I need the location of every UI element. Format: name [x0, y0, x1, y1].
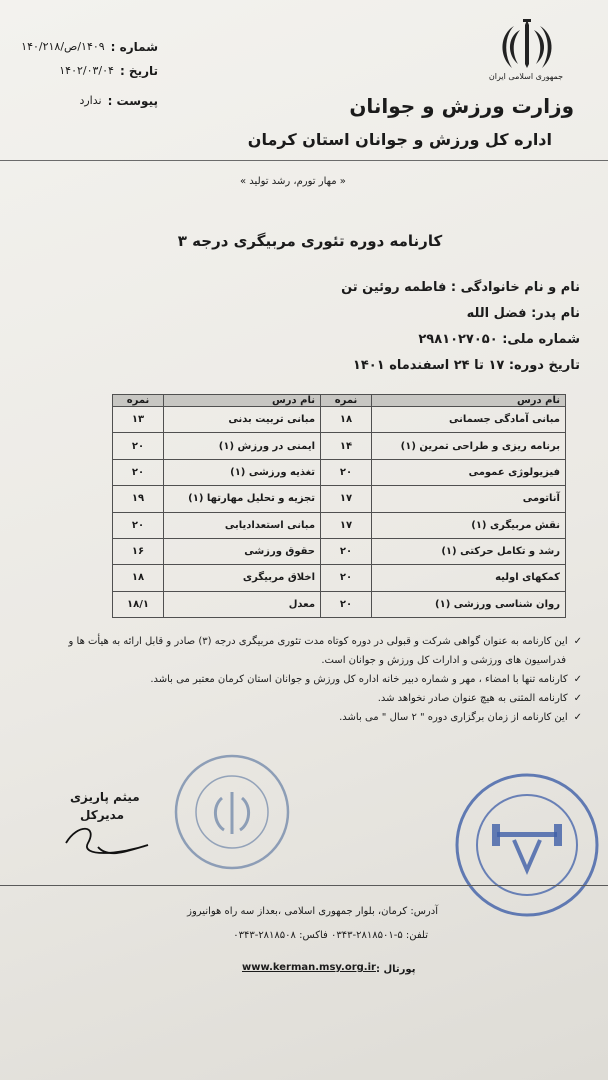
course-score: ۱۸ [321, 407, 372, 433]
year-motto: « مهار تورم، رشد تولید » [240, 176, 346, 187]
note-item: ✓ این کارنامه به عنوان گواهی شرکت و قبولی در دوره کوتاه مدت تئوری مربیگری درجه (۳) صادر و قابل ارائه به هیأت ها و [22, 632, 582, 651]
header-divider [0, 160, 608, 161]
course-name: کمکهای اولیه [372, 565, 566, 591]
course-name: تغذیه ورزشی (۱) [164, 459, 321, 485]
course-score: ۲۰ [113, 433, 164, 459]
course-name: فیزیولوژی عمومی [372, 459, 566, 485]
course-name: اخلاق مربیگری [164, 565, 321, 591]
note-item: ✓ کارنامه تنها با امضاء ، مهر و شماره دبیر خانه اداره کل ورزش و جوانان استان کرمان معتبر می باشد. [22, 670, 582, 689]
table-row [113, 538, 566, 564]
course-score: ۲۰ [321, 591, 372, 617]
course-dates: تاریخ دوره: ۱۷ تا ۲۴ اسفندماه ۱۴۰۱ [352, 358, 580, 373]
course-score: ۱۳ [113, 407, 164, 433]
document-title: کارنامه دوره تئوری مربیگری درجه ۳ [177, 232, 443, 250]
course-score: ۱۶ [113, 538, 164, 564]
footer-address: آدرس: کرمان، بلوار جمهوری اسلامی ،بعداز سه راه هوانیروز [187, 906, 438, 917]
table-row [113, 591, 566, 617]
letter-date: تاریخ : ۱۴۰۲/۰۳/۰۴ [59, 64, 158, 78]
website-link[interactable]: www.kerman.msy.org.ir [242, 962, 376, 973]
average-score: ۱۸/۱ [113, 591, 164, 617]
father-name: نام پدر: فضل الله [466, 306, 580, 321]
note-item: ✓ این کارنامه از زمان برگزاری دوره " ۲ سال " می باشد. [22, 708, 582, 727]
course-name: آناتومی [372, 486, 566, 512]
course-score: ۱۷ [321, 486, 372, 512]
table-row [113, 565, 566, 591]
handwritten-signature-icon [58, 815, 158, 860]
course-name: مبانی آمادگی جسمانی [372, 407, 566, 433]
course-name: روان شناسی ورزشی (۱) [372, 591, 566, 617]
table-header-row [113, 395, 566, 407]
course-name: مبانی استعدادیابی [164, 512, 321, 538]
table-row [113, 407, 566, 433]
checkmark-icon: ✓ [573, 712, 582, 723]
emblem-caption: جمهوری اسلامی ایران [488, 72, 564, 81]
organization-name: اداره کل ورزش و جوانان استان کرمان [247, 130, 552, 149]
column-header-score: نمره [321, 395, 372, 407]
course-score: ۲۰ [321, 565, 372, 591]
note-item: ✓ کارنامه المثنی به هیچ عنوان صادر نخواهد شد. [22, 689, 582, 708]
national-id: شماره ملی: ۲۹۸۱۰۲۷۰۵۰ [418, 332, 580, 347]
checkmark-icon: ✓ [573, 674, 582, 685]
course-score: ۲۰ [321, 538, 372, 564]
course-name: رشد و تکامل حرکتی (۱) [372, 538, 566, 564]
course-name: نقش مربیگری (۱) [372, 512, 566, 538]
signatory-name: میثم پاریزی [70, 790, 140, 804]
federation-stamp-icon [452, 770, 602, 920]
course-score: ۱۹ [113, 486, 164, 512]
footer-divider [0, 885, 608, 886]
student-name: نام و نام خانوادگی : فاطمه روئین تن [341, 280, 580, 295]
table-row [113, 486, 566, 512]
note-item: فدراسیون های ورزشی و ادارات کل ورزش و جوانان است. [321, 655, 566, 666]
course-score: ۲۰ [321, 459, 372, 485]
letter-attachment: پیوست : ندارد [79, 94, 158, 108]
table-row [113, 433, 566, 459]
average-label: معدل [164, 591, 321, 617]
ministry-name: وزارت ورزش و جوانان [349, 94, 574, 118]
course-name: برنامه ریزی و طراحی تمرین (۱) [372, 433, 566, 459]
course-score: ۱۴ [321, 433, 372, 459]
course-score: ۲۰ [113, 459, 164, 485]
course-name: تجزیه و تحلیل مهارتها (۱) [164, 486, 321, 512]
table-row [113, 512, 566, 538]
course-score: ۱۷ [321, 512, 372, 538]
footer-phone: تلفن: ۵-۲۸۱۸۵۰۱-۰۳۴۳ فاکس: ۲۸۱۸۵۰۸-۰۳۴۳ [233, 930, 428, 941]
course-name: ایمنی در ورزش (۱) [164, 433, 321, 459]
letter-number: شماره : ۱۴۰۹/ص/۱۴۰/۲۱۸ [21, 40, 158, 54]
course-name: مبانی تربیت بدنی [164, 407, 321, 433]
signatory-title: مدیرکل [80, 808, 125, 822]
notes-list [22, 632, 582, 727]
column-header-course: نام درس [164, 395, 321, 407]
column-header-course: نام درس [372, 395, 566, 407]
course-score: ۲۰ [113, 512, 164, 538]
checkmark-icon: ✓ [573, 693, 582, 704]
table-row [113, 459, 566, 485]
grades-table [112, 394, 566, 618]
ministry-stamp-icon [172, 752, 292, 872]
iran-emblem-icon [496, 16, 558, 76]
course-score: ۱۸ [113, 565, 164, 591]
course-name: حقوق ورزشی [164, 538, 321, 564]
portal-label: پورتال : [376, 964, 416, 975]
checkmark-icon: ✓ [573, 636, 582, 647]
column-header-score: نمره [113, 395, 164, 407]
